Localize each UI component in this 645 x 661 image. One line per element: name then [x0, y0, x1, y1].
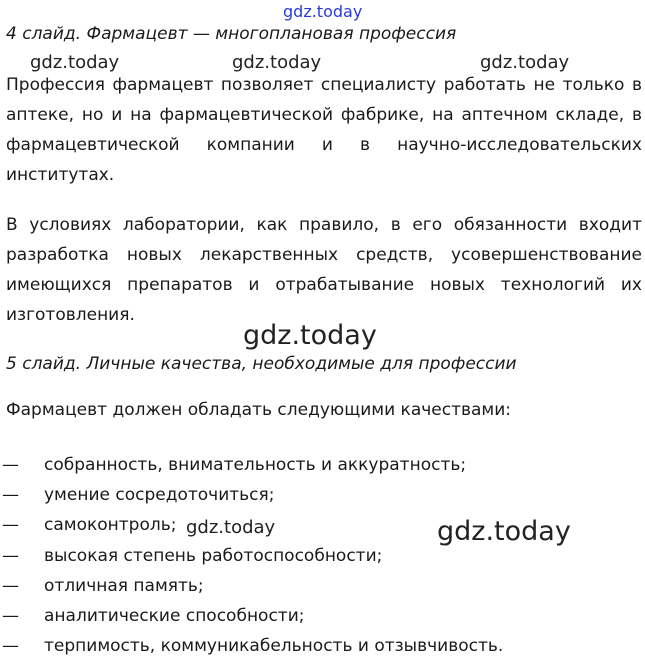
list-item: [0, 601, 503, 631]
list-item: [0, 450, 503, 480]
dash-bullet: —: [2, 455, 19, 475]
watermark: gdz.today: [480, 52, 570, 73]
watermark-top: gdz.today: [283, 2, 363, 21]
list-item: [0, 631, 503, 661]
dash-bullet: —: [2, 575, 19, 596]
slide4-paragraph-1: Профессия фармацевт позволяет специалисту работать не только в аптеке, но и на фармацевтической фабрике, на аптечном складе, в фармацевтической компании и в научно-исследовательских институтах.: [6, 75, 642, 185]
qualities-list: [0, 450, 503, 661]
list-item-text: умение сосредоточиться;: [44, 485, 275, 506]
qualities-intro: Фармацевт должен обладать следующими качествами:: [6, 400, 512, 420]
slide5-heading: 5 слайд. Личные качества, необходимые для профессии: [6, 354, 517, 374]
watermark: gdz.today: [30, 52, 120, 73]
watermark: gdz.today: [186, 517, 276, 538]
slide4-heading: 4 слайд. Фармацевт — многоплановая профессия: [6, 24, 457, 44]
list-item-text: аналитические способности;: [44, 605, 305, 626]
list-item-text: собранность, внимательность и аккуратность;: [44, 455, 467, 475]
dash-bullet: —: [2, 515, 19, 536]
list-item-text: самоконтроль;: [44, 515, 177, 536]
watermark: gdz.today: [437, 516, 571, 547]
list-item: [0, 541, 503, 571]
dash-bullet: —: [2, 636, 19, 657]
list-item: [0, 571, 503, 601]
slide4-paragraph-2: В условиях лаборатории, как правило, в его обязанности входит разработка новых лекарственных средств, усовершенствование имеющихся препаратов и отрабатывание новых технологий их изготовления.: [6, 215, 642, 325]
list-item-text: отличная память;: [44, 575, 204, 596]
watermark: gdz.today: [232, 52, 322, 73]
dash-bullet: —: [2, 485, 19, 506]
list-item-text: терпимость, коммуникабельность и отзывчивость.: [44, 636, 504, 657]
list-item: [0, 480, 503, 510]
dash-bullet: —: [2, 605, 19, 626]
watermark: gdz.today: [243, 320, 377, 351]
list-item-text: высокая степень работоспособности;: [44, 545, 383, 566]
dash-bullet: —: [2, 545, 19, 566]
